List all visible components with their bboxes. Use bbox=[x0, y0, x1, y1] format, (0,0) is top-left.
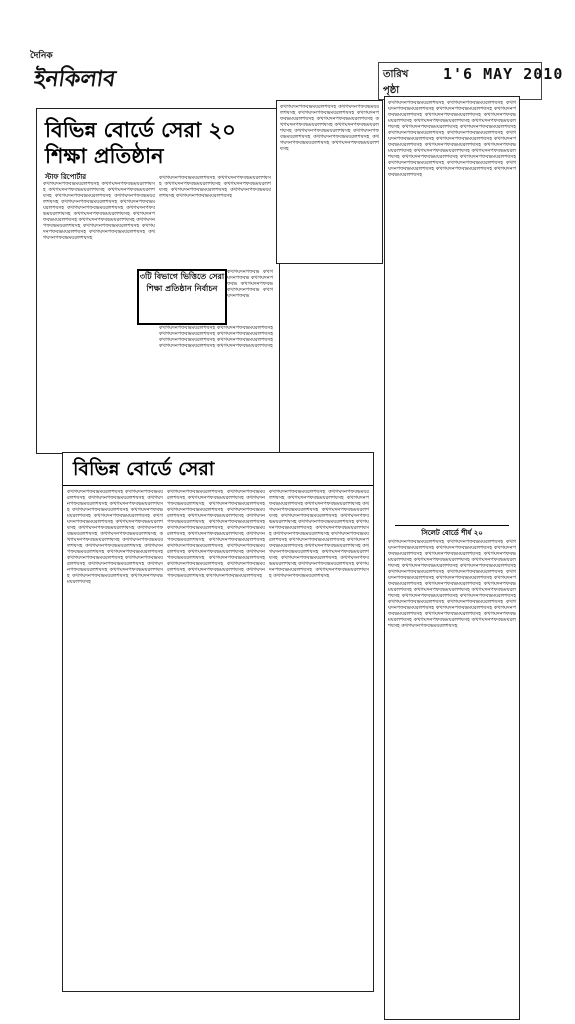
sylhet-board-subhead: সিলেট বোর্ডে শীর্ষ ২০ bbox=[421, 529, 483, 537]
right-column-text-upper: কখগঘদনপফবভমযরলশষসহ কখগঘদনপফবভমযরলশষসহ কখগঘদনপফবভমযরলশষসহ কখগঘদনপফবভমযরলশষসহ কখগঘদনপফবভমযরলশষসহ কখগঘদনপফবভমযরলশষসহ কখগঘদনপফবভমযরলশষসহ কখগঘদনপফবভমযরলশষসহ কখগঘদনপফবভমযরলশষসহ কখগঘদনপফবভমযরলশষসহ কখগঘদনপফবভমযরলশষসহ কখগঘদনপফবভমযরলশষসহ কখগঘদনপফবভমযরলশষসহ কখগঘদনপফবভমযরলশষসহ কখগঘদনপফবভমযরলশষসহ কখগঘদনপফবভমযরলশষসহ কখগঘদনপফবভমযরলশষসহ কখগঘদনপফবভমযরলশষসহ কখগঘদনপফবভমযরলশষসহ কখগঘদনপফবভমযরলশষসহ কখগঘদনপফবভমযরলশষসহ কখগঘদনপফবভমযরলশষসহ কখগঘদনপফবভমযরলশষসহ কখগঘদনপফবভমযরলশষসহ কখগঘদনপফবভমযরলশষসহ কখগঘদনপফবভমযরলশষসহ কখগঘদনপফবভমযরলশষসহ bbox=[388, 100, 516, 178]
page-label: পৃষ্ঠা bbox=[383, 85, 400, 96]
date-stamp bbox=[378, 62, 564, 100]
middle-top-text: কখগঘদনপফবভমযরলশষসহ কখগঘদনপফবভমযরলশষসহ কখগঘদনপফবভমযরলশষসহ কখগঘদনপফবভমযরলশষসহ কখগঘদনপফবভমযরলশষসহ কখগঘদনপফবভমযরলশষসহ কখগঘদনপফবভমযরলশষসহ কখগঘদনপফবভমযরলশষসহ কখগঘদনপফবভমযরলশষসহ কখগঘদনপফবভমযরলশষসহ কখগঘদনপফবভমযরলশষসহ কখগঘদনপফবভমযরলশষসহ bbox=[280, 104, 379, 152]
masthead-daily-label: দৈনিক bbox=[30, 51, 53, 61]
right-column-clipping bbox=[384, 96, 520, 1020]
continuation-divider bbox=[63, 485, 373, 486]
main-article-clipping bbox=[36, 108, 280, 454]
article-inset-box: ৩টি বিভাগে ভিত্তিতে সেরা শিক্ষা প্রতিষ্ঠান নির্বাচন bbox=[137, 269, 227, 325]
date-label: তারিখ bbox=[383, 69, 409, 80]
article-column-1: কখগঘদনপফবভমযরলশষসহ কখগঘদনপফবভমযরলশষসহ কখগঘদনপফবভমযরলশষসহ কখগঘদনপফবভমযরলশষসহ কখগঘদনপফবভমযরলশষসহ কখগঘদনপফবভমযরলশষসহ কখগঘদনপফবভমযরলশষসহ কখগঘদনপফবভমযরলশষসহ কখগঘদনপফবভমযরলশষসহ কখগঘদনপফবভমযরলশষসহ কখগঘদনপফবভমযরলশষসহ কখগঘদনপফবভমযরলশষসহ কখগঘদনপফবভমযরলশষসহ কখগঘদনপফবভমযরলশষসহ কখগঘদনপফবভমযরলশষসহ কখগঘদনপফবভমযরলশষসহ কখগঘদনপফবভমযরলশষসহ কখগঘদনপফবভমযরলশষসহ bbox=[43, 181, 155, 241]
continuation-clipping bbox=[62, 452, 374, 992]
article-column-2-side: কখগঘদনপফবভ কখগঘদনপফবভ কখগঘদনপফবভ কখগঘদনপফবভ কখগঘদনপফবভ কখগঘদনপফবভ bbox=[227, 269, 273, 299]
article-byline: স্টাফ রিপোর্টার bbox=[45, 173, 87, 181]
article-column-2-bottom: কখগঘদনপফবভমযরলশষসহ কখগঘদনপফবভমযরলশষসহ কখগঘদনপফবভমযরলশষসহ কখগঘদনপফবভমযরলশষসহ কখগঘদনপফবভমযরলশষসহ কখগঘদনপফবভমযরলশষসহ কখগঘদনপফবভমযরলশষসহ কখগঘদনপফবভমযরলশষসহ bbox=[159, 325, 273, 349]
continuation-column-1: কখগঘদনপফবভমযরলশষসহ কখগঘদনপফবভমযরলশষসহ কখগঘদনপফবভমযরলশষসহ কখগঘদনপফবভমযরলশষসহ কখগঘদনপফবভমযরলশষসহ কখগঘদনপফবভমযরলশষসহ কখগঘদনপফবভমযরলশষসহ কখগঘদনপফবভমযরলশষসহ কখগঘদনপফবভমযরলশষসহ কখগঘদনপফবভমযরলশষসহ কখগঘদনপফবভমযরলশষসহ কখগঘদনপফবভমযরলশষসহ কখগঘদনপফবভমযরলশষসহ কখগঘদনপফবভমযরলশষসহ কখগঘদনপফবভমযরলশষসহ কখগঘদনপফবভমযরলশষসহ কখগঘদনপফবভমযরলশষসহ কখগঘদনপফবভমযরলশষসহ কখগঘদনপফবভমযরলশষসহ কখগঘদনপফবভমযরলশষসহ কখগঘদনপফবভমযরলশষসহ কখগঘদনপফবভমযরলশষসহ কখগঘদনপফবভমযরলশষসহ কখগঘদনপফবভমযরলশষসহ কখগঘদনপফবভমযরলশষসহ bbox=[67, 489, 163, 585]
continuation-column-2: কখগঘদনপফবভমযরলশষসহ কখগঘদনপফবভমযরলশষসহ কখগঘদনপফবভমযরলশষসহ কখগঘদনপফবভমযরলশষসহ কখগঘদনপফবভমযরলশষসহ কখগঘদনপফবভমযরলশষসহ কখগঘদনপফবভমযরলশষসহ কখগঘদনপফবভমযরলশষসহ কখগঘদনপফবভমযরলশষসহ কখগঘদনপফবভমযরলশষসহ কখগঘদনপফবভমযরলশষসহ কখগঘদনপফবভমযরলশষসহ কখগঘদনপফবভমযরলশষসহ কখগঘদনপফবভমযরলশষসহ কখগঘদনপফবভমযরলশষসহ কখগঘদনপফবভমযরলশষসহ কখগঘদনপফবভমযরলশষসহ কখগঘদনপফবভমযরলশষসহ কখগঘদনপফবভমযরলশষসহ কখগঘদনপফবভমযরলশষসহ কখগঘদনপফবভমযরলশষসহ কখগঘদনপফবভমযরলশষসহ কখগঘদনপফবভমযরলশষসহ কখগঘদনপফবভমযরলশষসহ কখগঘদনপফবভমযরলশষসহ bbox=[167, 489, 265, 579]
right-column-divider bbox=[395, 525, 509, 526]
continuation-column-3: কখগঘদনপফবভমযরলশষসহ কখগঘদনপফবভমযরলশষসহ কখগঘদনপফবভমযরলশষসহ কখগঘদনপফবভমযরলশষসহ কখগঘদনপফবভমযরলশষসহ কখগঘদনপফবভমযরলশষসহ কখগঘদনপফবভমযরলশষসহ কখগঘদনপফবভমযরলশষসহ কখগঘদনপফবভমযরলশষসহ কখগঘদনপফবভমযরলশষসহ কখগঘদনপফবভমযরলশষসহ কখগঘদনপফবভমযরলশষসহ কখগঘদনপফবভমযরলশষসহ কখগঘদনপফবভমযরলশষসহ কখগঘদনপফবভমযরলশষসহ কখগঘদনপফবভমযরলশষসহ কখগঘদনপফবভমযরলশষসহ কখগঘদনপফবভমযরলশষসহ কখগঘদনপফবভমযরলশষসহ কখগঘদনপফবভমযরলশষসহ কখগঘদনপফবভমযরলশষসহ কখগঘদনপফবভমযরলশষসহ কখগঘদনপফবভমযরলশষসহ কখগঘদনপফবভমযরলশষসহ কখগঘদনপফবভমযরলশষসহ bbox=[269, 489, 369, 579]
date-value: 1'6 MAY 2010 bbox=[443, 65, 564, 83]
article-column-2-top: কখগঘদনপফবভমযরলশষসহ কখগঘদনপফবভমযরলশষসহ কখগঘদনপফবভমযরলশষসহ কখগঘদনপফবভমযরলশষসহ কখগঘদনপফবভমযরলশষসহ কখগঘদনপফবভমযরলশষসহ কখগঘদনপফবভমযরলশষসহ bbox=[159, 175, 271, 199]
article-headline: বিভিন্ন বোর্ডে সেরা ২০ শিক্ষা প্রতিষ্ঠান bbox=[45, 118, 236, 168]
masthead-newspaper-name: ইনকিলাব bbox=[32, 67, 118, 92]
right-column-text-lower: কখগঘদনপফবভমযরলশষসহ কখগঘদনপফবভমযরলশষসহ কখগঘদনপফবভমযরলশষসহ কখগঘদনপফবভমযরলশষসহ কখগঘদনপফবভমযরলশষসহ কখগঘদনপফবভমযরলশষসহ কখগঘদনপফবভমযরলশষসহ কখগঘদনপফবভমযরলশষসহ কখগঘদনপফবভমযরলশষসহ কখগঘদনপফবভমযরলশষসহ কখগঘদনপফবভমযরলশষসহ কখগঘদনপফবভমযরলশষসহ কখগঘদনপফবভমযরলশষসহ কখগঘদনপফবভমযরলশষসহ কখগঘদনপফবভমযরলশষসহ কখগঘদনপফবভমযরলশষসহ কখগঘদনপফবভমযরলশষসহ কখগঘদনপফবভমযরলশষসহ কখগঘদনপফবভমযরলশষসহ কখগঘদনপফবভমযরলশষসহ কখগঘদনপফবভমযরলশষসহ কখগঘদনপফবভমযরলশষসহ কখগঘদনপফবভমযরলশষসহ কখগঘদনপফবভমযরলশষসহ কখগঘদনপফবভমযরলশষসহ কখগঘদনপফবভমযরলশষসহ কখগঘদনপফবভমযরলশষসহ কখগঘদনপফবভমযরলশষসহ কখগঘদনপফবভমযরলশষসহ কখগঘদনপফবভমযরলশষসহ কখগঘদনপফবভমযরলশষসহ কখগঘদনপফবভমযরলশষসহ bbox=[388, 539, 516, 629]
middle-top-clipping bbox=[276, 100, 383, 264]
continuation-headline: বিভিন্ন বোর্ডে সেরা bbox=[73, 458, 215, 480]
